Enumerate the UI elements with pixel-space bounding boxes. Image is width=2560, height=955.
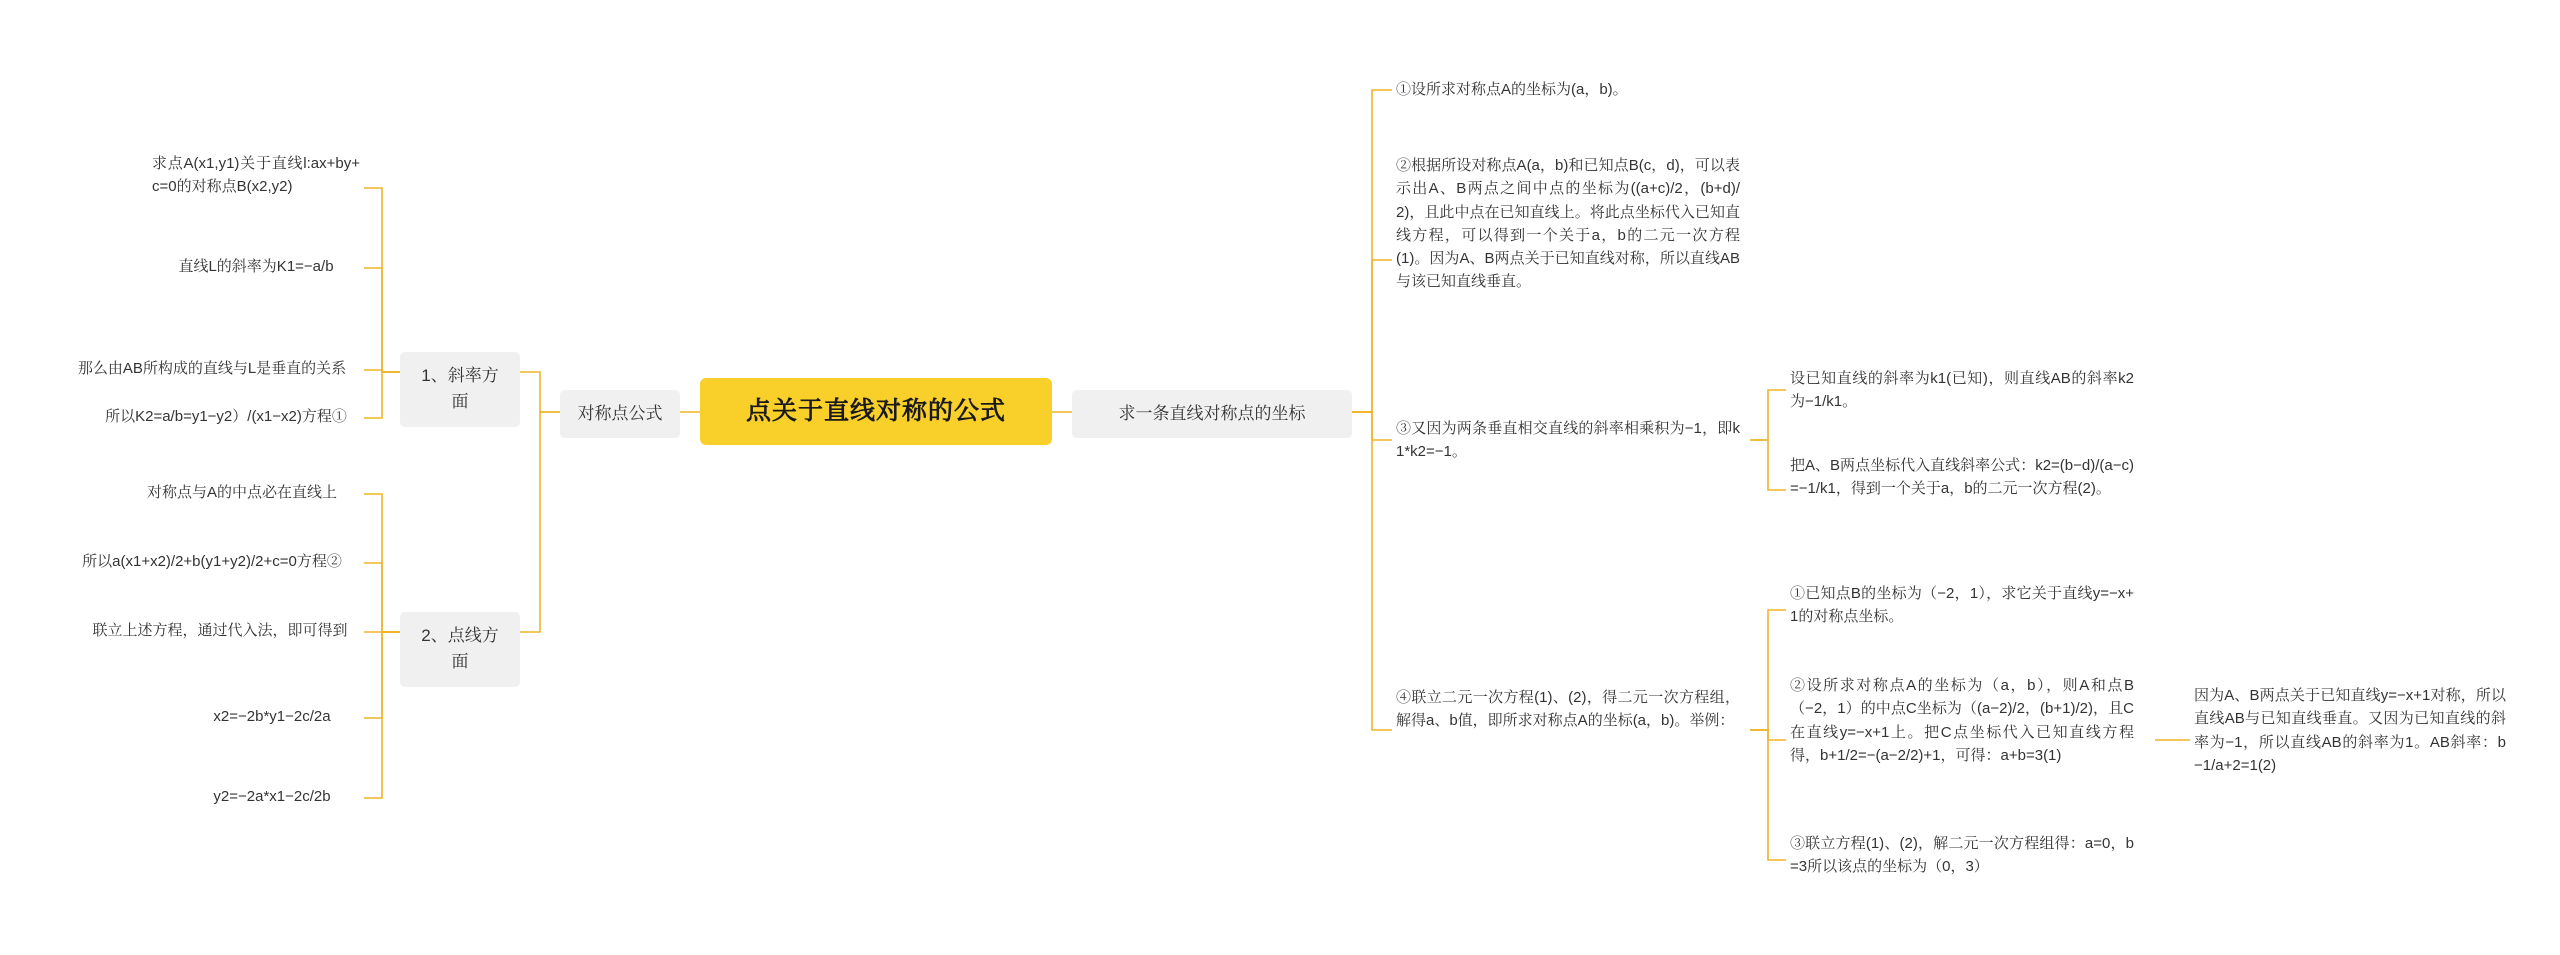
root-node[interactable]: 点关于直线对称的公式	[700, 378, 1052, 445]
right-item-4-child-2: ②设所求对称点A的坐标为（a，b），则A和点B（−2，1）的中点C坐标为（(a−2)/2，(b+1)/2)，且C在直线y=−x+1上。把C点坐标代入已知直线方程得，b+1/2=−(a−2/2)+1，可得：a+b=3(1)	[1790, 677, 2134, 764]
group-slope[interactable]: 1、斜率方面	[400, 352, 520, 427]
group-point-line[interactable]: 2、点线方面	[400, 612, 520, 687]
leaf-left-1-2: 直线L的斜率为K1=−a/b	[178, 258, 334, 275]
right-note: 因为A、B两点关于已知直线y=−x+1对称，所以直线AB与已知直线垂直。又因为已知直线的斜率为−1，所以直线AB的斜率为1。AB斜率：b−1/a+2=1(2)	[2194, 687, 2506, 774]
right-item-3-child-2: 把A、B两点坐标代入直线斜率公式：k2=(b−d)/(a−c)=−1/k1，得到一个关于a，b的二元一次方程(2)。	[1790, 457, 2134, 498]
leaf-left-1-1: 求点A(x1,y1)关于直线l:ax+by+c=0的对称点B(x2,y2)	[152, 155, 360, 196]
leaf-left-2-5: y2=−2a*x1−2c/2b	[213, 788, 331, 805]
right-item-3-child-1: 设已知直线的斜率为k1(已知)，则直线AB的斜率k2为−1/k1。	[1790, 370, 2134, 411]
right-item-4-child-3: ③联立方程(1)、(2)，解二元一次方程组得：a=0，b=3所以该点的坐标为（0，3）	[1790, 835, 2134, 876]
right-item-3: ③又因为两条垂直相交直线的斜率相乘积为−1，即k1*k2=−1。	[1396, 420, 1740, 461]
right-item-1: ①设所求对称点A的坐标为(a，b)。	[1396, 81, 1628, 98]
right-item-4: ④联立二元一次方程(1)、(2)，得二元一次方程组，解得a、b值，即所求对称点A的坐标(a，b)。举例：	[1396, 689, 1740, 730]
leaf-left-1-4: 所以K2=a/b=y1−y2）/(x1−x2)方程①	[105, 408, 347, 425]
branch-right-coordinates[interactable]: 求一条直线对称点的坐标	[1072, 390, 1352, 438]
leaf-left-2-3: 联立上述方程，通过代入法，即可得到	[92, 622, 348, 639]
leaf-left-1-3: 那么由AB所构成的直线与L是垂直的关系	[77, 360, 347, 377]
leaf-left-2-2: 所以a(x1+x2)/2+b(y1+y2)/2+c=0方程②	[82, 553, 342, 570]
right-item-2: ②根据所设对称点A(a，b)和已知点B(c，d)，可以表示出A、B两点之间中点的坐标为((a+c)/2，(b+d)/2)，且此中点在已知直线上。将此点坐标代入已知直线方程，可以得到一个关于a，b的二元一次方程(1)。因为A、B两点关于已知直线对称，所以直线AB与该已知直线垂直。	[1396, 157, 1740, 291]
leaf-left-2-4: x2=−2b*y1−2c/2a	[213, 708, 331, 725]
branch-left-formula[interactable]: 对称点公式	[560, 390, 680, 438]
right-item-4-child-1: ①已知点B的坐标为（−2，1），求它关于直线y=−x+1的对称点坐标。	[1790, 585, 2134, 626]
leaf-left-2-1: 对称点与A的中点必在直线上	[146, 484, 337, 501]
